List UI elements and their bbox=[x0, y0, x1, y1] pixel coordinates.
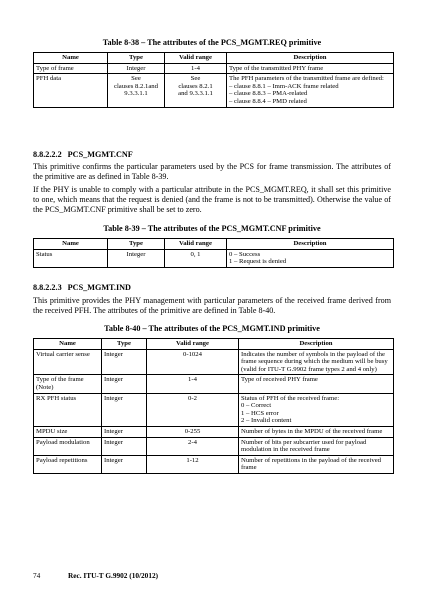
column-header: Name bbox=[34, 339, 102, 350]
table-8-39-caption: Table 8-39 – The attributes of the PCS_MGMT.CNF primitive bbox=[103, 224, 321, 233]
paragraph: This primitive confirms the particular parameters used by the PCS for frame transmission. The attributes of the primitive are as defined in Table 8-39. bbox=[33, 162, 391, 181]
table-row bbox=[34, 249, 394, 267]
recommendation-title: Rec. ITU-T G.9902 (10/2012) bbox=[68, 571, 159, 580]
cell-type: Integer bbox=[102, 426, 147, 437]
cell-description bbox=[227, 74, 394, 107]
cell-type: Integer bbox=[108, 249, 165, 267]
table-row bbox=[34, 375, 394, 393]
cell-type: Integer bbox=[102, 437, 147, 455]
cell-description: Number of bytes in the MPDU of the received frame bbox=[239, 426, 394, 437]
table-header-row bbox=[34, 53, 394, 64]
table-header-row bbox=[34, 239, 394, 250]
cell-description: Status of PFH of the received frame: 0 – Correct 1 – HCS error 2 – Invalid content bbox=[239, 393, 394, 426]
cell-name: Type of frame bbox=[34, 63, 108, 74]
cell-name: Status bbox=[34, 249, 108, 267]
cell-description: Number of repetitions in the payload of the received frame bbox=[239, 455, 394, 473]
column-header: Type bbox=[102, 339, 147, 350]
cell-name: Type of the frame (Note) bbox=[34, 375, 102, 393]
column-header: Name bbox=[34, 239, 108, 250]
page-number: 74 bbox=[33, 571, 41, 580]
cell-type: Integer bbox=[102, 349, 147, 375]
column-header: Valid range bbox=[147, 339, 239, 350]
cell-description: Type of received PHY frame bbox=[239, 375, 394, 393]
column-header: Type bbox=[108, 239, 165, 250]
table-header-row bbox=[34, 339, 394, 350]
cell-type: Integer bbox=[102, 393, 147, 426]
table-8-38 bbox=[33, 52, 394, 108]
table-8-38-caption: Table 8-38 – The attributes of the PCS_MGMT.REQ primitive bbox=[102, 38, 322, 47]
column-header: Valid range bbox=[165, 239, 227, 250]
table-8-39 bbox=[33, 238, 394, 268]
cell-type: Integer bbox=[102, 375, 147, 393]
page-footer bbox=[33, 571, 158, 580]
cell-range: 0-255 bbox=[147, 426, 239, 437]
list-item: – clause 8.8.4 – PMD related bbox=[229, 97, 307, 105]
cell-name: PFH data bbox=[34, 74, 108, 107]
description-list bbox=[229, 83, 391, 106]
table-row bbox=[34, 63, 394, 74]
table-row bbox=[34, 349, 394, 375]
cell-name: Virtual carrier sense bbox=[34, 349, 102, 375]
column-header: Type bbox=[108, 53, 165, 64]
table-row bbox=[34, 437, 394, 455]
column-header: Description bbox=[227, 239, 394, 250]
cell-name: MPDU size bbox=[34, 426, 102, 437]
cell-description: 0 – Success 1 – Request is denied bbox=[227, 249, 394, 267]
table-8-40-caption: Table 8-40 – The attributes of the PCS_MGMT.IND primitive bbox=[104, 324, 320, 333]
cell-range: 1-12 bbox=[147, 455, 239, 473]
column-header: Description bbox=[227, 53, 394, 64]
section-number: 8.8.2.2.2 bbox=[33, 150, 62, 159]
paragraph: If the PHY is unable to comply with a particular attribute in the PCS_MGMT.REQ, it shall set this primitive to one, which means that the request is denied (and the frame is not to be transmitted). Otherwise the value of the PCS_MGMT.CNF primitive shall be set to zero. bbox=[33, 185, 391, 214]
section-number: 8.8.2.2.3 bbox=[33, 283, 62, 292]
table-row bbox=[34, 455, 394, 473]
cell-description: Number of bits per subcarrier used for payload modulation in the received frame bbox=[239, 437, 394, 455]
list-item: – clause 8.8.3 – PMA-related bbox=[229, 90, 308, 98]
cell-range: 2-4 bbox=[147, 437, 239, 455]
cell-name: Payload modulation bbox=[34, 437, 102, 455]
section-title: PCS_MGMT.CNF bbox=[67, 150, 133, 159]
cell-range: 1-4 bbox=[165, 63, 227, 74]
table-row bbox=[34, 426, 394, 437]
section-heading-cnf bbox=[33, 150, 133, 160]
section-heading-ind bbox=[33, 283, 131, 293]
column-header: Valid range bbox=[165, 53, 227, 64]
column-header: Name bbox=[34, 53, 108, 64]
table-row bbox=[34, 74, 394, 107]
cell-range: 0, 1 bbox=[165, 249, 227, 267]
column-header: Description bbox=[239, 339, 394, 350]
cell-type: Integer bbox=[102, 455, 147, 473]
cell-range: 1-4 bbox=[147, 375, 239, 393]
cell-name: Payload repetitions bbox=[34, 455, 102, 473]
cell-type: See clauses 8.2.1and 9.3.3.1.1 bbox=[108, 74, 165, 107]
table-row bbox=[34, 393, 394, 426]
cell-description: Type of the transmitted PHY frame bbox=[227, 63, 394, 74]
cell-name: RX PFH status bbox=[34, 393, 102, 426]
paragraph: This primitive provides the PHY management with particular parameters of the received frame derived from the received PFH. The attributes of the primitive are defined in Table 8-40. bbox=[33, 296, 391, 315]
cell-type: Integer bbox=[108, 63, 165, 74]
table-8-40 bbox=[33, 338, 394, 474]
cell-range: 0-1024 bbox=[147, 349, 239, 375]
cell-description: Indicates the number of symbols in the payload of the frame sequence during which the medium will be busy (valid for ITU-T G.9902 frame types 2 and 4 only) bbox=[239, 349, 394, 375]
list-item: – clause 8.8.1 – Imm-ACK frame related bbox=[229, 82, 339, 90]
section-title: PCS_MGMT.IND bbox=[67, 283, 131, 292]
cell-range: 0-2 bbox=[147, 393, 239, 426]
description-intro: The PFH parameters of the transmitted frame are defined: bbox=[229, 75, 384, 83]
cell-range: See clauses 8.2.1 and 9.3.3.1.1 bbox=[165, 74, 227, 107]
